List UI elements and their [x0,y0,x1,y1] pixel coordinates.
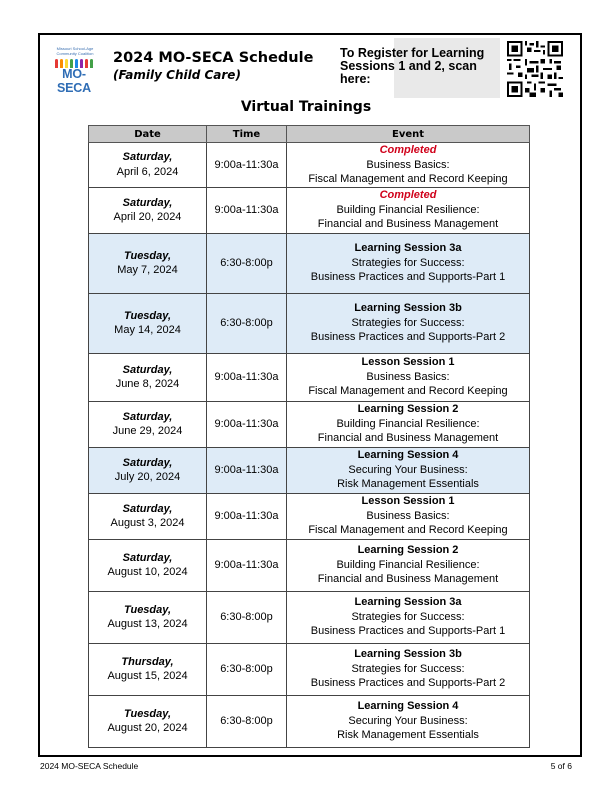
table-row [89,293,530,353]
day-of-week: Saturday, [122,410,173,423]
event-line-1: Securing Your Business: [348,463,468,476]
date-text: August 15, 2024 [107,670,188,682]
footer-page-number: 5 of 6 [550,761,572,771]
session-name: Learning Session 3b [354,302,462,315]
date-text: July 20, 2024 [114,471,181,483]
event-line-1: Building Financial Resilience: [336,203,480,216]
table-row [89,591,530,643]
mo-seca-logo [47,46,101,95]
footer-left: 2024 MO-SECA Schedule [40,761,139,771]
table-row [89,143,530,188]
date-text: May 14, 2024 [114,324,181,336]
section-title: Virtual Trainings [240,99,372,115]
event-line-1: Business Basics: [366,370,450,383]
day-of-week: Saturday, [122,551,173,564]
session-name: Learning Session 2 [357,403,459,416]
time-cell: 6:30-8:00p [207,643,287,695]
date-cell [89,695,207,747]
event-line-2: Financial and Business Management [317,573,499,586]
event-cell [287,591,530,643]
schedule-table [88,125,530,748]
event-line-2: Financial and Business Management [317,432,499,445]
date-cell [89,293,207,353]
table-row [89,695,530,747]
event-cell [287,643,530,695]
session-name: Learning Session 4 [357,449,459,462]
table-row [89,539,530,591]
date-text: April 6, 2024 [116,165,179,178]
session-name: Learning Session 3a [354,596,462,609]
day-of-week: Tuesday, [123,309,172,322]
page-title: 2024 MO-SECA Schedule [113,50,314,66]
session-name: Learning Session 3a [354,242,462,255]
time-cell: 9:00a-11:30a [207,539,287,591]
event-line-1: Strategies for Success: [351,662,465,675]
event-line-2: Business Practices and Supports-Part 1 [310,271,506,284]
event-line-1: Strategies for Success: [351,256,465,269]
event-line-2: Business Practices and Supports-Part 2 [310,677,506,690]
day-of-week: Thursday, [121,655,174,668]
time-cell: 9:00a-11:30a [207,401,287,447]
session-name: Learning Session 3b [354,648,462,661]
logo-people-icon [55,55,95,67]
table-row [89,493,530,539]
day-of-week: Saturday, [122,151,173,164]
session-name: Lesson Session 1 [361,356,455,369]
date-text: August 13, 2024 [107,618,188,630]
date-cell [89,447,207,493]
date-text: August 10, 2024 [107,566,188,578]
date-cell [89,493,207,539]
event-line-1: Business Basics: [366,509,450,522]
header-event: Event [287,126,530,143]
event-cell [287,233,530,293]
event-cell [287,539,530,591]
time-cell: 9:00a-11:30a [207,353,287,401]
event-cell [287,447,530,493]
event-cell [287,695,530,747]
date-cell [89,233,207,293]
day-of-week: Tuesday, [123,603,172,616]
date-cell [89,187,207,233]
table-row [89,187,530,233]
day-of-week: Tuesday, [123,707,172,720]
time-cell: 9:00a-11:30a [207,187,287,233]
event-cell [287,401,530,447]
time-cell: 6:30-8:00p [207,293,287,353]
session-name: Lesson Session 1 [361,495,455,508]
date-cell [89,643,207,695]
completed-status: Completed [379,189,437,202]
table-row [89,447,530,493]
event-cell [287,493,530,539]
header-time: Time [207,126,287,143]
day-of-week: Saturday, [122,502,173,515]
date-cell [89,539,207,591]
event-cell [287,353,530,401]
event-line-2: Risk Management Essentials [337,478,479,491]
event-line-1: Business Basics: [366,158,450,171]
event-line-2: Financial and Business Management [317,218,499,231]
event-cell [287,293,530,353]
day-of-week: Tuesday, [123,249,172,262]
table-row [89,643,530,695]
register-instructions: To Register for Learning Sessions 1 and 2, scan here: [340,46,485,86]
day-of-week: Saturday, [122,363,173,376]
day-of-week: Saturday, [122,196,173,209]
day-of-week: Saturday, [122,456,173,469]
session-name: Learning Session 2 [357,544,459,557]
event-line-2: Business Practices and Supports-Part 1 [310,625,506,638]
date-text: April 20, 2024 [113,211,182,223]
header-date: Date [89,126,207,143]
table-row [89,401,530,447]
event-line-2: Fiscal Management and Record Keeping [308,173,508,185]
date-cell [89,353,207,401]
event-cell [287,143,530,188]
time-cell: 9:00a-11:30a [207,143,287,188]
date-cell [89,143,207,188]
table-row [89,233,530,293]
time-cell: 6:30-8:00p [207,233,287,293]
logo-arc-text: Missouri School-Age Community Coalition [56,46,94,56]
time-cell: 9:00a-11:30a [207,447,287,493]
event-line-2: Fiscal Management and Record Keeping [308,524,508,537]
logo-text: MO-SECA [57,67,91,95]
event-line-2: Fiscal Management and Record Keeping [308,385,508,398]
completed-status: Completed [379,144,437,156]
event-line-1: Strategies for Success: [351,316,465,329]
table-header-row [89,126,530,143]
time-cell: 6:30-8:00p [207,695,287,747]
date-cell [89,591,207,643]
event-line-1: Building Financial Resilience: [336,558,480,571]
qr-code-icon[interactable] [507,41,563,97]
time-cell: 6:30-8:00p [207,591,287,643]
event-line-1: Strategies for Success: [351,610,465,623]
event-line-2: Business Practices and Supports-Part 2 [310,331,506,344]
event-line-2: Risk Management Essentials [337,729,479,742]
event-cell [287,187,530,233]
page-subtitle: (Family Child Care) [113,68,241,82]
session-name: Learning Session 4 [357,700,459,713]
event-line-1: Securing Your Business: [348,714,468,727]
time-cell: 9:00a-11:30a [207,493,287,539]
date-text: June 8, 2024 [115,378,180,390]
event-line-1: Building Financial Resilience: [336,417,480,430]
date-cell [89,401,207,447]
date-text: August 3, 2024 [110,517,185,529]
date-text: August 20, 2024 [107,722,188,734]
date-text: June 29, 2024 [112,425,183,437]
date-text: May 7, 2024 [117,264,178,276]
table-row [89,353,530,401]
